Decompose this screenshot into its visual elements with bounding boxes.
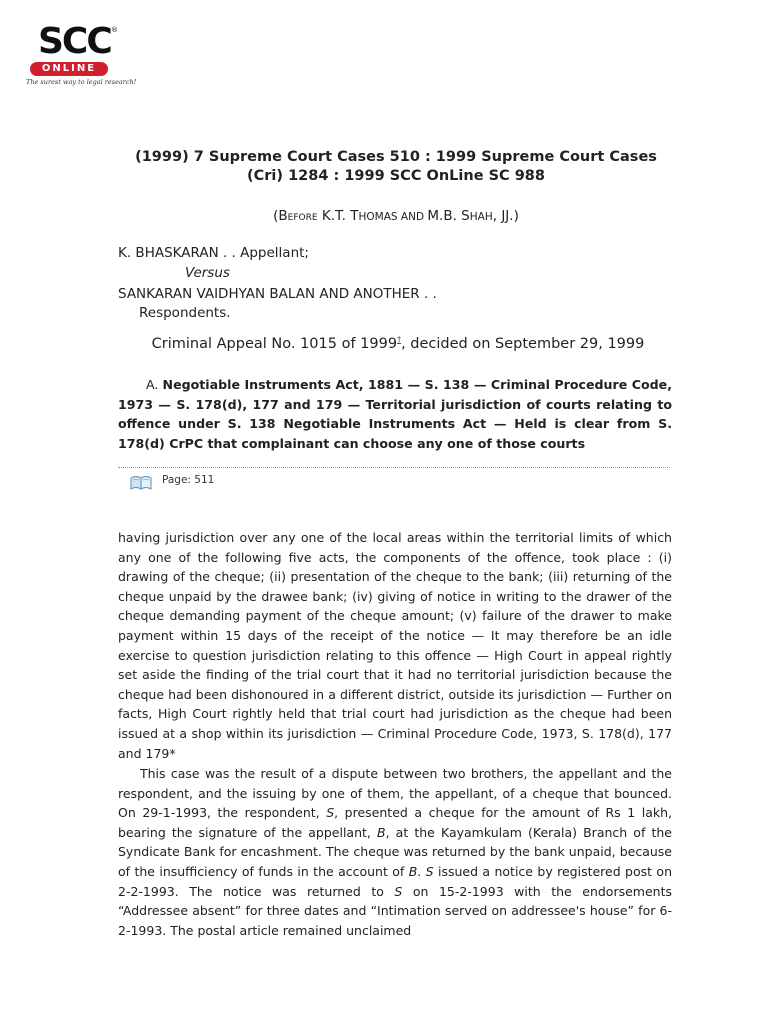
- scc-online-logo: [26, 22, 141, 92]
- para-text: , at the Kayamkulam (Kerala) Branch of the Syndicate Bank for encashment. The cheque was returned by the bank unpaid, because of the insufficiency of funds in the account of: [118, 824, 672, 879]
- page-divider: [118, 467, 670, 468]
- bench: [110, 207, 682, 226]
- headnote-continuation: having jurisdiction over any one of the local areas within the territorial limits of which any one of the following five acts, the components of the offence, took place : (i) drawing of the cheque; (ii) presentation of the cheque to the bank; (iii) returning of the cheque unpaid by the drawee bank; (iv) giving of notice in writing to the drawer of the cheque demanding payment of the cheque amount; (v) failure of the drawer to make payment within 15 days of the receipt of the notice — It may therefore be an idle exercise to question jurisdiction relating to this offence — High Court in appeal rightly set aside the finding of the trial court that it had no territorial jurisdiction because the cheque had been dishonoured in a different district, outside its jurisdiction — Further on facts, High Court rightly held that trial court had jurisdiction as the cheque had been issued at a shop within its jurisdiction — Criminal Procedure Code, 1973, S. 178(d), 177 and 179*: [118, 530, 672, 761]
- logo-tagline: The surest way to legal research!: [26, 78, 137, 86]
- logo-online-badge: ONLINE: [30, 62, 108, 76]
- party-initial: B: [408, 863, 418, 879]
- party-initial: B: [377, 824, 386, 840]
- para-text: issued a notice by registered post on 2-2-1993. The notice was returned to: [118, 863, 673, 899]
- logo-registered-mark: ®: [111, 26, 118, 34]
- judge-2-initials: M.B. S: [427, 208, 470, 224]
- bench-before: Before: [278, 208, 318, 224]
- book-icon: [130, 474, 152, 490]
- logo-brand: SCC: [38, 21, 111, 62]
- respondent: SANKARAN VAIDHYAN BALAN AND ANOTHER . .: [118, 286, 437, 302]
- party-initial: S: [394, 883, 403, 899]
- respondent-label: Respondents.: [139, 305, 231, 321]
- appeal-details: [140, 330, 656, 354]
- decision-date: , decided on September 29, 1999: [401, 335, 645, 352]
- case-citation: [110, 148, 682, 186]
- bench-and: AND: [397, 211, 428, 223]
- bench-close: , JJ.): [492, 208, 519, 224]
- para-text: on 15-2-1993 with the endorsements “Addressee absent” for three dates and “Intimation served on addressee's house” for 6-2-1993. The postal article remained unclaimed: [118, 883, 672, 938]
- footnote-link[interactable]: †: [397, 335, 402, 344]
- party-initial: S: [326, 805, 335, 821]
- para-text: , presented a cheque for the amount of Rs 1 lakh, bearing the signature of the appellant,: [118, 805, 672, 840]
- appellant: K. BHASKARAN . . Appellant;: [118, 245, 309, 261]
- para-text: .: [417, 863, 426, 879]
- citation-line-1: (1999) 7 Supreme Court Cases 510 : 1999 Supreme Court Cases: [135, 149, 657, 165]
- judge-1-initials: K.T. T: [317, 208, 359, 224]
- headnote-text: Negotiable Instruments Act, 1881 — S. 138 — Criminal Procedure Code, 1973 — S. 178(d), 177 and 179 — Territorial jurisdiction of courts relating to offence under S. 138 Negotiable Instruments Act — Held is clear from S. 178(d) CrPC that complainant can choose any one of those courts: [118, 377, 672, 451]
- citation-line-2: (Cri) 1284 : 1999 SCC OnLine SC 988: [247, 168, 545, 184]
- versus: Versus: [185, 265, 230, 281]
- judge-2-surname-rest: HAH: [469, 211, 493, 223]
- headnote: [118, 375, 672, 453]
- judge-1-surname-rest: HOMAS: [358, 211, 398, 223]
- para-text: This case was the result of a dispute between two brothers, the appellant and the respondent, and the issuing by one of them, the appellant, of a cheque that bounced. On 29-1-1993, the respondent,: [118, 766, 672, 821]
- page-number: Page: 511: [162, 474, 215, 486]
- party-initial: S: [425, 863, 434, 879]
- body-paragraph: [118, 764, 672, 940]
- appeal-number: Criminal Appeal No. 1015 of 1999: [151, 335, 398, 352]
- headnote-marker: A.: [146, 377, 163, 392]
- bench-open: (: [273, 208, 279, 224]
